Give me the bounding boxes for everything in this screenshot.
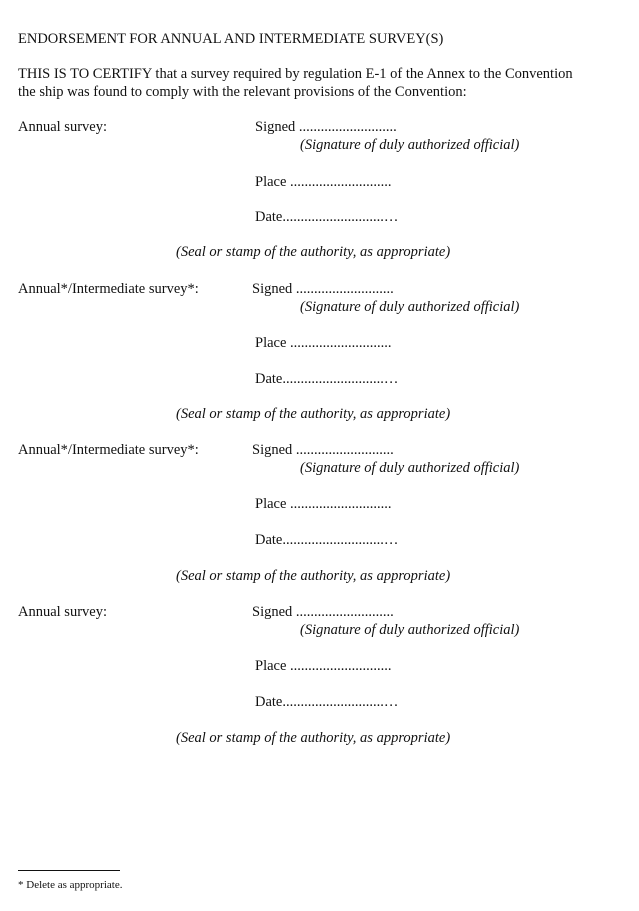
signed-field: Signed ........................... — [252, 604, 394, 620]
survey-block-2 — [0, 281, 639, 431]
survey-label: Annual survey: — [18, 604, 107, 620]
date-field: Date............................… — [255, 532, 399, 548]
survey-label: Annual survey: — [18, 119, 107, 135]
survey-block-3 — [0, 442, 639, 592]
footnote-divider — [18, 870, 120, 871]
place-field: Place ............................ — [255, 658, 392, 674]
survey-block-1 — [0, 119, 639, 269]
place-field: Place ............................ — [255, 335, 392, 351]
place-field: Place ............................ — [255, 174, 392, 190]
survey-label: Annual*/Intermediate survey*: — [18, 281, 199, 297]
place-field: Place ............................ — [255, 496, 392, 512]
signature-note: (Signature of duly authorized official) — [300, 137, 520, 153]
signed-field: Signed ........................... — [252, 442, 394, 458]
intro-line-2: the ship was found to comply with the relevant provisions of the Convention: — [18, 84, 467, 100]
seal-note: (Seal or stamp of the authority, as appropriate) — [176, 244, 451, 260]
seal-note: (Seal or stamp of the authority, as appropriate) — [176, 406, 451, 422]
seal-note: (Seal or stamp of the authority, as appropriate) — [176, 568, 451, 584]
signed-field: Signed ........................... — [252, 281, 394, 297]
intro-line-1: THIS IS TO CERTIFY that a survey required by regulation E-1 of the Annex to the Convention — [18, 66, 573, 82]
signature-note: (Signature of duly authorized official) — [300, 299, 520, 315]
survey-block-4 — [0, 604, 639, 754]
signature-note: (Signature of duly authorized official) — [300, 622, 520, 638]
survey-label: Annual*/Intermediate survey*: — [18, 442, 199, 458]
document-title: ENDORSEMENT FOR ANNUAL AND INTERMEDIATE SURVEY(S) — [18, 31, 444, 47]
signature-note: (Signature of duly authorized official) — [300, 460, 520, 476]
signed-field: Signed ........................... — [255, 119, 397, 135]
date-field: Date............................… — [255, 209, 399, 225]
seal-note: (Seal or stamp of the authority, as appropriate) — [176, 730, 451, 746]
footnote: * Delete as appropriate. — [18, 879, 123, 891]
date-field: Date............................… — [255, 371, 399, 387]
date-field: Date............................… — [255, 694, 399, 710]
